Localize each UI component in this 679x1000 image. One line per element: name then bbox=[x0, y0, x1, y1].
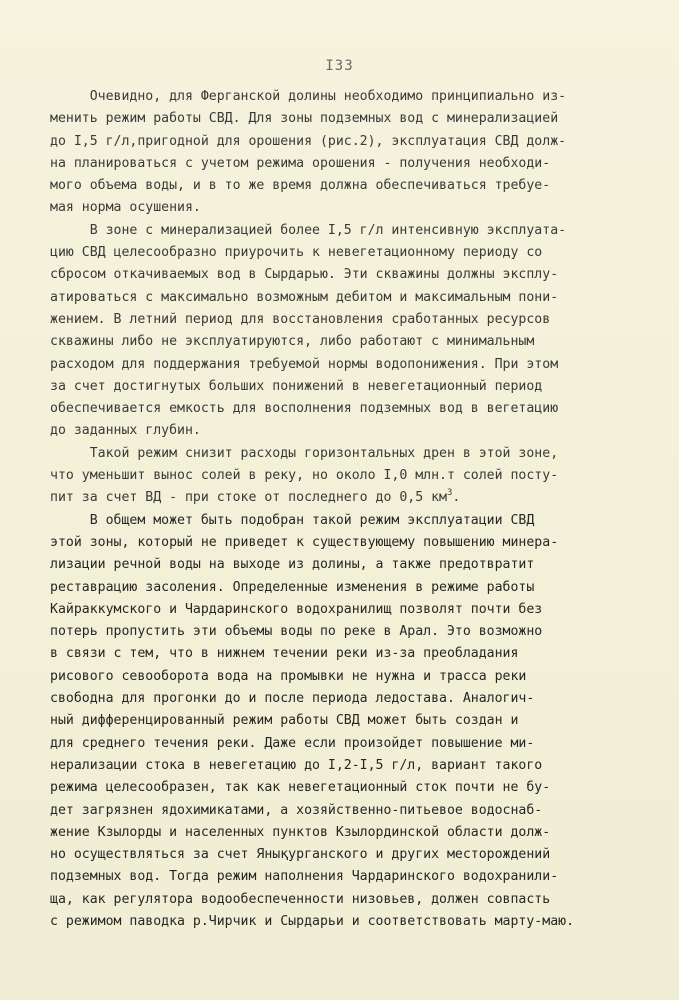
text-line: Очевидно, для Ферганской долины необходимо принципиально из- bbox=[50, 89, 567, 104]
text-line: но осуществляться за счет Янықурганского и других месторождений bbox=[50, 847, 551, 863]
text-line: ща, как регулятора водообеспеченности низовьев, должен совпасть bbox=[50, 891, 551, 907]
text-line: скважины либо не эксплуатируются, либо работают с минимальным bbox=[50, 334, 535, 350]
text-line-tail: . bbox=[452, 490, 461, 506]
text-line: расходом для поддержания требуемой нормы водопонижения. При этом bbox=[50, 356, 559, 372]
text-line: этой зоны, который не приведет к существующему повышению минера- bbox=[50, 534, 559, 550]
text-line: рисового севооборота вода на промывки не нужна и трасса реки bbox=[50, 668, 527, 684]
text-line: реставрацию засоления. Определенные изменения в режиме работы bbox=[50, 579, 535, 595]
text-line: обеспечивается емкость для восполнения подземных вод в вегетацию bbox=[50, 401, 559, 417]
text-line: до I,5 г/л,пригодной для орошения (рис.2), эксплуатация СВД долж- bbox=[50, 133, 567, 149]
text-line: мого объема воды, и в то же время должна обеспечиваться требуе- bbox=[50, 178, 551, 194]
text-line: свободна для прогонки до и после периода ледостава. Аналогич- bbox=[50, 691, 535, 707]
text-line: с режимом паводка р.Чирчик и Сырдарьи и соответствовать марту-маю. bbox=[50, 913, 575, 929]
text-line-main: пит за счет ВД - при стоке от последнего до 0,5 км bbox=[50, 490, 447, 506]
text-line: мая норма осушения. bbox=[50, 200, 201, 216]
body-text bbox=[50, 86, 650, 933]
superscript-cubic: 3 bbox=[446, 488, 453, 499]
text-line: дет загрязнен ядохимикатами, а хозяйственно-питьевое водоснаб- bbox=[50, 802, 543, 818]
text-line: жение Кзылорды и населенных пунктов Кзылординской области долж- bbox=[50, 824, 551, 840]
text-line: нерализации стока в невегетацию до I,2-I,5 г/л, вариант такого bbox=[50, 757, 543, 773]
text-line: что уменьшит вынос солей в реку, но около I,0 млн.т солей посту- bbox=[50, 468, 559, 484]
text-line: атироваться с максимально возможным дебитом и максимальным пони- bbox=[50, 289, 559, 305]
text-line: цию СВД целесообразно приурочить к невегетационному периоду со bbox=[50, 245, 543, 261]
text-line: режима целесообразен, так как невегетационный сток почти не бу- bbox=[50, 780, 551, 796]
text-line: Кайраккумского и Чардаринского водохранилищ позволят почти без bbox=[50, 601, 543, 617]
text-line: для среднего течения реки. Даже если произойдет повышение ми- bbox=[50, 735, 535, 751]
text-line: за счет достигнутых больших понижений в невегетационный период bbox=[50, 378, 543, 394]
text-line-with-superscript bbox=[50, 487, 650, 509]
text-line: В зоне с минерализацией более I,5 г/л интенсивную эксплуата- bbox=[50, 222, 567, 238]
text-line: жением. В летний период для восстановления сработанных ресурсов bbox=[50, 311, 551, 327]
text-line: в связи с тем, что в нижнем течении реки из-за преобладания bbox=[50, 646, 519, 662]
text-line: сбросом откачиваемых вод в Сырдарью. Эти скважины должны эксплу- bbox=[50, 267, 559, 283]
text-line: ный дифференцированный режим работы СВД может быть создан и bbox=[50, 713, 519, 729]
text-line: Такой режим снизит расходы горизонтальных дрен в этой зоне, bbox=[50, 445, 559, 461]
page-number: I33 bbox=[325, 58, 354, 74]
text-line: на планироваться с учетом режима орошения - получения необходи- bbox=[50, 155, 551, 171]
text-line: подземных вод. Тогда режим наполнения Чардаринского водохранили- bbox=[50, 869, 559, 885]
text-line: потерь пропустить эти объемы воды по реке в Арал. Это возможно bbox=[50, 624, 543, 640]
text-line: лизации речной воды на выходе из долины, а также предотвратит bbox=[50, 557, 535, 573]
text-line: до заданных глубин. bbox=[50, 423, 201, 439]
text-line: менить режим работы СВД. Для зоны подземных вод с минерализацией bbox=[50, 111, 559, 127]
text-line: В общем может быть подобран такой режим эксплуатации СВД bbox=[50, 512, 535, 528]
